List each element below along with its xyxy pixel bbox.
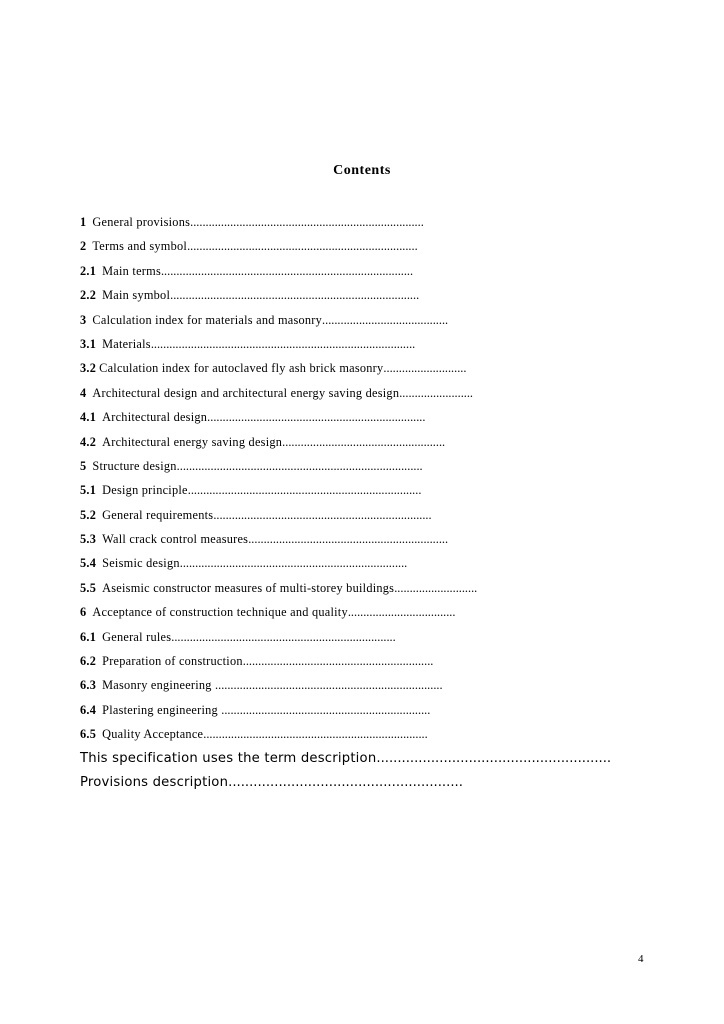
toc-leader-dots: .................................................................................: [170, 288, 420, 303]
toc-leader-dots: .................................................................: [248, 532, 449, 547]
toc-entry-number: 6.5: [80, 727, 97, 742]
toc-entry[interactable]: [80, 722, 680, 746]
toc-leader-dots: ........................................................: [228, 774, 463, 790]
toc-entry-title: Structure design: [92, 458, 177, 473]
toc-entry[interactable]: [80, 405, 680, 429]
toc-entry-number: 5.5: [80, 580, 97, 595]
toc-entry-title: General provisions: [92, 215, 191, 229]
toc-entry-title: Architectural design: [102, 410, 208, 425]
toc-leader-dots: ...........................: [394, 580, 478, 595]
toc-leader-dots: .........................................................................: [203, 727, 428, 742]
toc-entry[interactable]: [80, 356, 680, 380]
toc-entry-number: 5.4: [80, 556, 97, 571]
toc-entry-title: This specification uses the term description: [80, 750, 377, 766]
toc-entry-number: 3.1: [80, 336, 97, 351]
toc-leader-dots: ..........................................................................: [215, 678, 443, 693]
toc-entry-number: 6.3: [80, 678, 97, 693]
toc-entry-number: 2: [80, 239, 87, 254]
toc-entry-title: Terms and symbol: [92, 239, 188, 254]
toc-entry-title: Aseismic constructor measures of multi-storey buildings: [102, 580, 395, 595]
toc-leader-dots: ..................................................................................: [160, 263, 414, 278]
toc-entry-number: 2.1: [80, 263, 97, 278]
toc-entry[interactable]: [80, 503, 680, 527]
toc-entry-number: 3.2: [80, 361, 97, 376]
toc-entry-title: Calculation index for autoclaved fly ash brick masonry: [99, 361, 384, 376]
toc-entry-number: 5.3: [80, 532, 97, 547]
toc-entry[interactable]: [80, 454, 680, 478]
toc-entry-term-description[interactable]: [80, 747, 680, 771]
toc-entry-number: 4.2: [80, 434, 97, 449]
toc-entry[interactable]: [80, 332, 680, 356]
toc-leader-dots: ................................................................................: [176, 458, 423, 473]
toc-leader-dots: ............................................................................: [187, 483, 422, 498]
toc-entry-title: General requirements: [102, 507, 214, 522]
toc-entry[interactable]: [80, 234, 680, 258]
toc-entry[interactable]: [80, 210, 680, 234]
toc-leader-dots: ......................................................................................: [150, 336, 416, 351]
toc-entry-title: Plastering engineering: [102, 702, 222, 717]
table-of-contents: [80, 210, 680, 795]
toc-entry-title: Architectural design and architectural energy saving design: [92, 385, 400, 400]
toc-entry-number: 5: [80, 458, 87, 473]
toc-entry-number: 3: [80, 312, 87, 327]
toc-entry-number: 4.1: [80, 410, 97, 425]
toc-entry-title: Acceptance of construction technique and quality: [92, 605, 348, 620]
toc-leader-dots: ............................................................................: [190, 215, 424, 229]
toc-leader-dots: .......................................................................: [213, 507, 432, 522]
toc-entry[interactable]: [80, 698, 680, 722]
toc-entry[interactable]: [80, 600, 680, 624]
toc-entry-number: 5.2: [80, 507, 97, 522]
toc-leader-dots: ..........................................................................: [179, 556, 408, 571]
toc-entry[interactable]: [80, 673, 680, 697]
toc-entry-number: 5.1: [80, 483, 97, 498]
toc-entry-title: Masonry engineering: [102, 678, 216, 693]
toc-entry-title: Main terms: [102, 263, 161, 278]
toc-entry[interactable]: [80, 478, 680, 502]
page-title: Contents: [333, 163, 391, 178]
toc-entry[interactable]: [80, 283, 680, 307]
toc-leader-dots: ...........................: [383, 361, 467, 376]
toc-leader-dots: ....................................................................: [221, 702, 431, 717]
toc-entry-title: Seismic design: [102, 556, 180, 571]
toc-entry-number: 6.1: [80, 629, 97, 644]
toc-leader-dots: .........................................................................: [171, 629, 396, 644]
toc-entry-number: 2.2: [80, 288, 97, 303]
toc-leader-dots: .......................................................................: [207, 410, 426, 425]
toc-entry-number: 1: [80, 215, 87, 229]
toc-entry-provisions-description[interactable]: [80, 771, 680, 795]
toc-entry[interactable]: [80, 381, 680, 405]
toc-leader-dots: ........................................................: [376, 750, 612, 766]
toc-leader-dots: ........................: [399, 385, 473, 400]
toc-leader-dots: .........................................: [322, 312, 449, 327]
toc-entry[interactable]: [80, 625, 680, 649]
toc-entry-number: 4: [80, 385, 87, 400]
toc-entry[interactable]: [80, 649, 680, 673]
toc-entry[interactable]: [80, 551, 680, 575]
toc-entry-title: Wall crack control measures: [102, 532, 249, 547]
toc-entry[interactable]: [80, 576, 680, 600]
toc-leader-dots: ...................................: [347, 605, 456, 620]
toc-entry-title: Materials: [102, 336, 151, 351]
toc-entry-title: Design principle: [102, 483, 188, 498]
toc-entry-title: Provisions description: [80, 774, 229, 790]
toc-entry[interactable]: [80, 527, 680, 551]
toc-entry-number: 6.2: [80, 654, 97, 669]
toc-entry-title: Preparation of construction: [102, 654, 243, 669]
toc-entry-title: General rules: [102, 629, 172, 644]
toc-leader-dots: ..............................................................: [242, 654, 434, 669]
toc-entry[interactable]: [80, 259, 680, 283]
toc-entry-title: Main symbol: [102, 288, 171, 303]
toc-entry-number: 6: [80, 605, 87, 620]
toc-entry-title: Architectural energy saving design: [102, 434, 283, 449]
toc-entry[interactable]: [80, 308, 680, 332]
toc-leader-dots: ...........................................................................: [187, 239, 418, 254]
toc-entry-title: Quality Acceptance: [102, 727, 204, 742]
toc-entry-number: 6.4: [80, 702, 97, 717]
toc-leader-dots: .....................................................: [282, 434, 446, 449]
page-number: 4: [638, 953, 644, 965]
toc-entry-title: Calculation index for materials and masonry: [92, 312, 323, 327]
toc-entry[interactable]: [80, 430, 680, 454]
